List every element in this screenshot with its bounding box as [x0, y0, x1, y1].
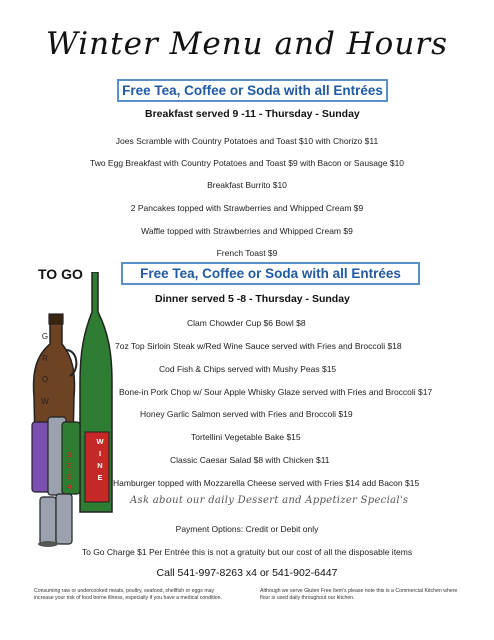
phone-numbers: Call 541-997-8263 x4 or 541-902-6447 — [156, 567, 338, 579]
breakfast-item: Two Egg Breakfast with Country Potatoes and Toast $9 with Bacon or Sausage $10 — [89, 158, 405, 168]
to-go-drinks-icon — [28, 272, 118, 552]
breakfast-item: Waffle topped with Strawberries and Whipped Cream $9 — [141, 226, 353, 236]
wine-letter: N — [97, 461, 103, 470]
breakfast-heading: Breakfast served 9 -11 - Thursday - Sunday — [145, 108, 360, 120]
dinner-item: Classic Caesar Salad $8 with Chicken $11 — [170, 455, 330, 465]
wine-letter: I — [98, 449, 102, 458]
dinner-item: 7oz Top Sirloin Steak w/Red Wine Sauce served with Fries and Broccoli $18 — [115, 341, 402, 351]
dinner-item: Cod Fish & Chips served with Mushy Peas $15 — [159, 364, 337, 374]
dinner-heading: Dinner served 5 -8 - Thursday - Sunday — [155, 293, 350, 305]
free-drink-banner-bottom: Free Tea, Coffee or Soda with all Entrées — [121, 262, 420, 285]
growler-letter: G — [41, 332, 49, 341]
breakfast-item: 2 Pancakes topped with Strawberries and Whipped Cream $9 — [130, 203, 364, 213]
daily-special-note: Ask about our daily Dessert and Appetizer Special's — [130, 495, 409, 506]
dinner-item: Bone-in Pork Chop w/ Sour Apple Whisky Glaze served with Fries and Broccoli $17 — [119, 387, 433, 397]
growler-letter: W — [41, 396, 49, 406]
payment-options: Payment Options: Credit or Debit only — [175, 524, 319, 534]
dinner-item: Honey Garlic Salmon served with Fries and Broccoli $19 — [140, 409, 353, 419]
beer-letter: R — [66, 485, 72, 492]
food-safety-disclaimer: Consuming raw or undercooked meats, poultry, seafood, shellfish or eggs may increase your risk of food borne illness, especially if you have a medical condition. — [34, 588, 223, 601]
wine-vertical-label — [95, 436, 105, 484]
page-title: Winter Menu and Hours — [45, 26, 449, 62]
dinner-item: Clam Chowder Cup $6 Bowl $8 — [187, 318, 306, 328]
free-drink-banner-top: Free Tea, Coffee or Soda with all Entrées — [117, 79, 388, 102]
gluten-free-disclaimer: Although we serve Gluten Free Item's please note this is a Commercial Kitchen where flour is used daily throughout our kitchen. — [260, 588, 458, 601]
dinner-item: Hamburger topped with Mozzarella Cheese served with Fries $14 add Bacon $15 — [113, 478, 420, 488]
beer-letter: E — [66, 463, 72, 470]
breakfast-item: Breakfast Burrito $10 — [207, 180, 287, 190]
dinner-item: Tortellini Vegetable Bake $15 — [191, 432, 301, 442]
growler-letter: O — [41, 375, 49, 384]
breakfast-item: Joes Scramble with Country Potatoes and Toast $10 with Chorizo $11 — [115, 136, 379, 146]
growler-letter: R — [42, 353, 48, 363]
wine-letter: E — [97, 473, 103, 482]
beer-letter: E — [66, 474, 72, 481]
to-go-label: TO GO — [38, 266, 83, 282]
to-go-charge-note: To Go Charge $1 Per Entrée this is not a gratuity but our cost of all the disposable items — [81, 547, 413, 557]
growler-vertical-label — [41, 331, 49, 407]
beer-letter: B — [66, 452, 72, 459]
wine-letter: W — [96, 437, 104, 446]
beer-vertical-label — [64, 450, 74, 494]
drinks-illustration — [28, 272, 118, 557]
breakfast-item: French Toast $9 — [216, 248, 278, 258]
